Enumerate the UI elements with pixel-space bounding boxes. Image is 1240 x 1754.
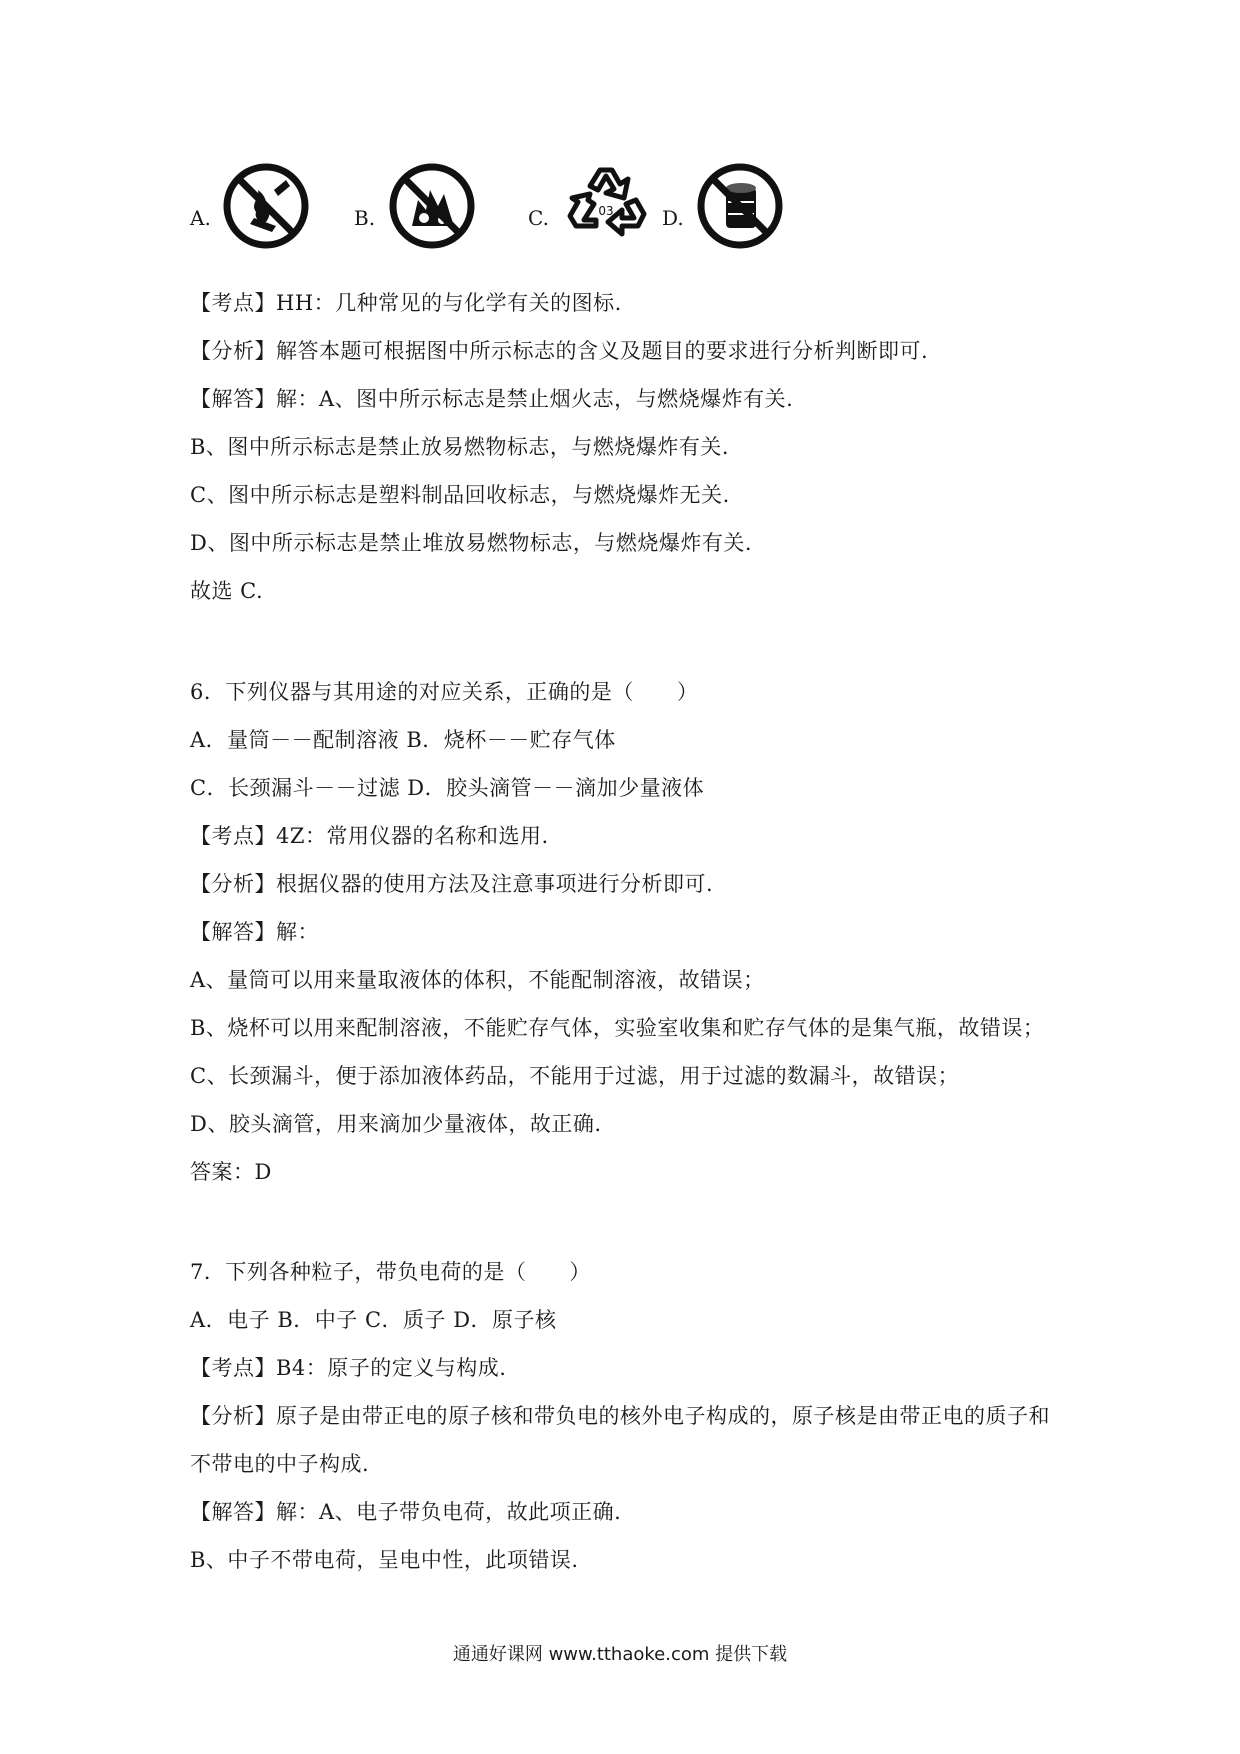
recycle-number: 03 (598, 204, 614, 218)
option-b-letter: B. (354, 206, 376, 230)
option-a-letter: A. (190, 206, 211, 230)
sign-options-row (190, 160, 950, 270)
no-fire-sign-icon (220, 160, 312, 252)
q6-kaodian: 【考点】4Z：常用仪器的名称和选用. (190, 824, 549, 848)
q6-option-d: D、胶头滴管，用来滴加少量液体，故正确. (190, 1112, 602, 1136)
no-stacking-flammables-sign-icon (694, 160, 786, 252)
q6-fenxi: 【分析】根据仪器的使用方法及注意事项进行分析即可. (190, 872, 714, 896)
q6-options-line-1: A．量筒－－配制溶液 B．烧杯－－贮存气体 (190, 728, 616, 752)
q6-options-line-2: C．长颈漏斗－－过滤 D．胶头滴管－－滴加少量液体 (190, 776, 705, 800)
q6-jieda: 【解答】解： (190, 920, 319, 944)
q6-option-a: A、量筒可以用来量取液体的体积，不能配制溶液，故错误； (190, 968, 765, 992)
option-d-letter: D. (662, 206, 684, 230)
q5-jieda: 【解答】解：A、图中所示标志是禁止烟火志，与燃烧爆炸有关. (190, 387, 794, 411)
option-c-letter: C. (528, 206, 549, 230)
q7-option-b: B、中子不带电荷，呈电中性，此项错误. (190, 1548, 579, 1572)
q5-answer: 故选 C. (190, 579, 264, 603)
q5-kaodian: 【考点】HH：几种常见的与化学有关的图标. (190, 291, 622, 315)
q7-kaodian: 【考点】B4：原子的定义与构成. (190, 1356, 507, 1380)
q5-option-c: C、图中所示标志是塑料制品回收标志，与燃烧爆炸无关. (190, 483, 730, 507)
plastic-recycling-sign-icon (560, 160, 652, 252)
q7-stem: 7．下列各种粒子，带负电荷的是（ ） (190, 1260, 591, 1284)
q5-fenxi: 【分析】解答本题可根据图中所示标志的含义及题目的要求进行分析判断即可. (190, 339, 929, 363)
q7-options: A．电子 B．中子 C．质子 D．原子核 (190, 1308, 557, 1332)
q6-stem: 6．下列仪器与其用途的对应关系，正确的是（ ） (190, 680, 699, 704)
q6-option-c: C、长颈漏斗，便于添加液体药品，不能用于过滤，用于过滤的数漏斗，故错误； (190, 1064, 960, 1088)
q5-option-d: D、图中所示标志是禁止堆放易燃物标志，与燃烧爆炸有关. (190, 531, 753, 555)
q7-fenxi-line-2: 不带电的中子构成. (190, 1452, 370, 1476)
q6-option-b: B、烧杯可以用来配制溶液，不能贮存气体，实验室收集和贮存气体的是集气瓶，故错误； (190, 1016, 1045, 1040)
q6-answer: 答案：D (190, 1160, 272, 1184)
q7-fenxi-line-1: 【分析】原子是由带正电的原子核和带负电的核外电子构成的，原子核是由带正电的质子和 (190, 1404, 1050, 1428)
page-footer: 通通好课网 www.tthaoke.com 提供下载 (452, 1644, 788, 1665)
no-flammable-materials-sign-icon (386, 160, 478, 252)
q5-option-b: B、图中所示标志是禁止放易燃物标志，与燃烧爆炸有关. (190, 435, 730, 459)
q7-jieda: 【解答】解：A、电子带负电荷，故此项正确. (190, 1500, 622, 1524)
